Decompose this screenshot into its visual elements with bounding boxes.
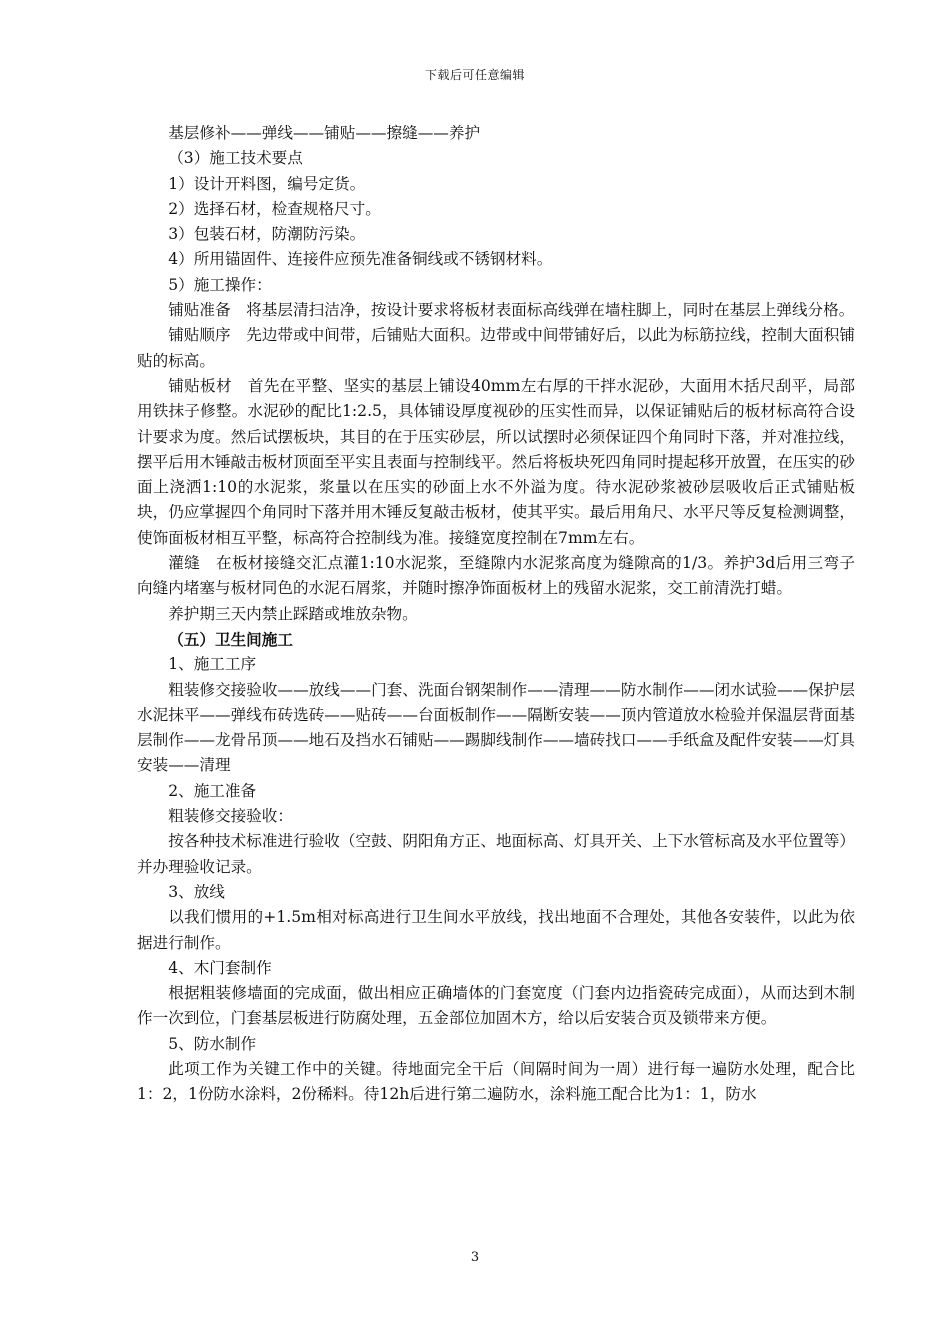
page-number: 3: [470, 1250, 480, 1265]
paragraph: 铺贴顺序 先边带或中间带，后铺贴大面积。边带或中间带铺好后，以此为标筋拉线，控制大面积铺贴的标高。: [137, 326, 855, 370]
paragraph: 5、防水制作: [168, 1034, 257, 1053]
section-heading: （五）卫生间施工: [168, 629, 293, 649]
paragraph: 3）包装石材，防潮防污染。: [168, 225, 366, 244]
paragraph: 铺贴准备 将基层清扫洁净，按设计要求将板材表面标高线弹在墙柱脚上，同时在基层上弹线分格。: [168, 301, 855, 320]
document-body: [137, 121, 855, 1108]
paragraph: 基层修补——弹线——铺贴——擦缝——养护: [168, 124, 481, 142]
paragraph: 铺贴板材 首先在平整、坚实的基层上铺设40mm左右厚的干拌水泥砂，大面用木括尺刮平，局部用铁抹子修整。水泥砂的配比1:2.5，具体铺设厚度视砂的压实性而异，以保证铺贴后的板材标高符合设计要求为度。然后试摆板块，其目的在于压实砂层，所以试摆时必须保证四个角同时下落，并对准拉线，摆平后用木锤敲击板材顶面至平实且表面与控制线平。然后将板块死四角同时提起移开放置，在压实的砂面上浇洒1:10的水泥浆，浆量以在压实的砂面上水不外溢为度。待水泥砂浆被砂层吸收后正式铺贴板块，仍应掌握四个角同时下落并用木锤反复敲击板材，使其平实。最后用角尺、水平尺等反复检测调整，使饰面板材相互平整，标高符合控制线为准。接缝宽度控制在7mm左右。: [137, 376, 855, 547]
paragraph: 灌缝 在板材接缝交汇点灌1:10水泥浆，至缝隙内水泥浆高度为缝隙高的1/3。养护3d后用三弯子向缝内堵塞与板材同色的水泥石屑浆，并随时擦净饰面板材上的残留水泥浆，交工前清洗打蜡。: [137, 554, 855, 598]
paragraph: 5）施工操作：: [168, 275, 272, 294]
paragraph: 粗装修交接验收——放线——门套、洗面台钢架制作——清理——防水制作——闭水试验——保护层水泥抹平——弹线布砖选砖——贴砖——台面板制作——隔断安装——顶内管道放水检验并保温层背面基层制作——龙骨吊顶——地石及挡水石铺贴——踢脚线制作——墙砖找口——手纸盒及配件安装——灯具安装——清理: [137, 680, 855, 775]
paragraph: 以我们惯用的+1.5m相对标高进行卫生间水平放线，找出地面不合理处，其他各安装件，以此为依据进行制作。: [137, 908, 855, 952]
paragraph: 2、施工准备: [168, 781, 257, 800]
paragraph: 此项工作为关键工作中的关键。待地面完全干后（间隔时间为一周）进行每一遍防水处理，配合比1：2，1份防水涂料，2份稀料。待12h后进行第二遍防水，涂料施工配合比为1：1，防水: [137, 1059, 855, 1104]
paragraph: （3）施工技术要点: [168, 149, 303, 168]
paragraph: 粗装修交接验收：: [168, 807, 293, 826]
paragraph: 1）设计开料图，编号定货。: [168, 174, 366, 193]
paragraph: 4）所用锚固件、连接件应预先准备铜线或不锈钢材料。: [168, 250, 553, 269]
paragraph: 养护期三天内禁止踩踏或堆放杂物。: [168, 604, 418, 623]
page-header: 下载后可任意编辑: [424, 68, 525, 82]
paragraph: 按各种技术标准进行验收（空鼓、阴阳角方正、地面标高、灯具开关、上下水管标高及水平位置等）并办理验收记录。: [137, 832, 855, 876]
paragraph: 3、放线: [168, 882, 225, 901]
paragraph: 1、施工工序: [168, 655, 257, 674]
paragraph: 2）选择石材，检查规格尺寸。: [168, 199, 381, 218]
paragraph: 4、木门套制作: [168, 958, 272, 977]
paragraph: 根据粗装修墙面的完成面，做出相应正确墙体的门套宽度（门套内边指瓷砖完成面），从而达到木制作一次到位，门套基层板进行防腐处理，五金部位加固木方，给以后安装合页及锁带来方便。: [137, 984, 855, 1028]
